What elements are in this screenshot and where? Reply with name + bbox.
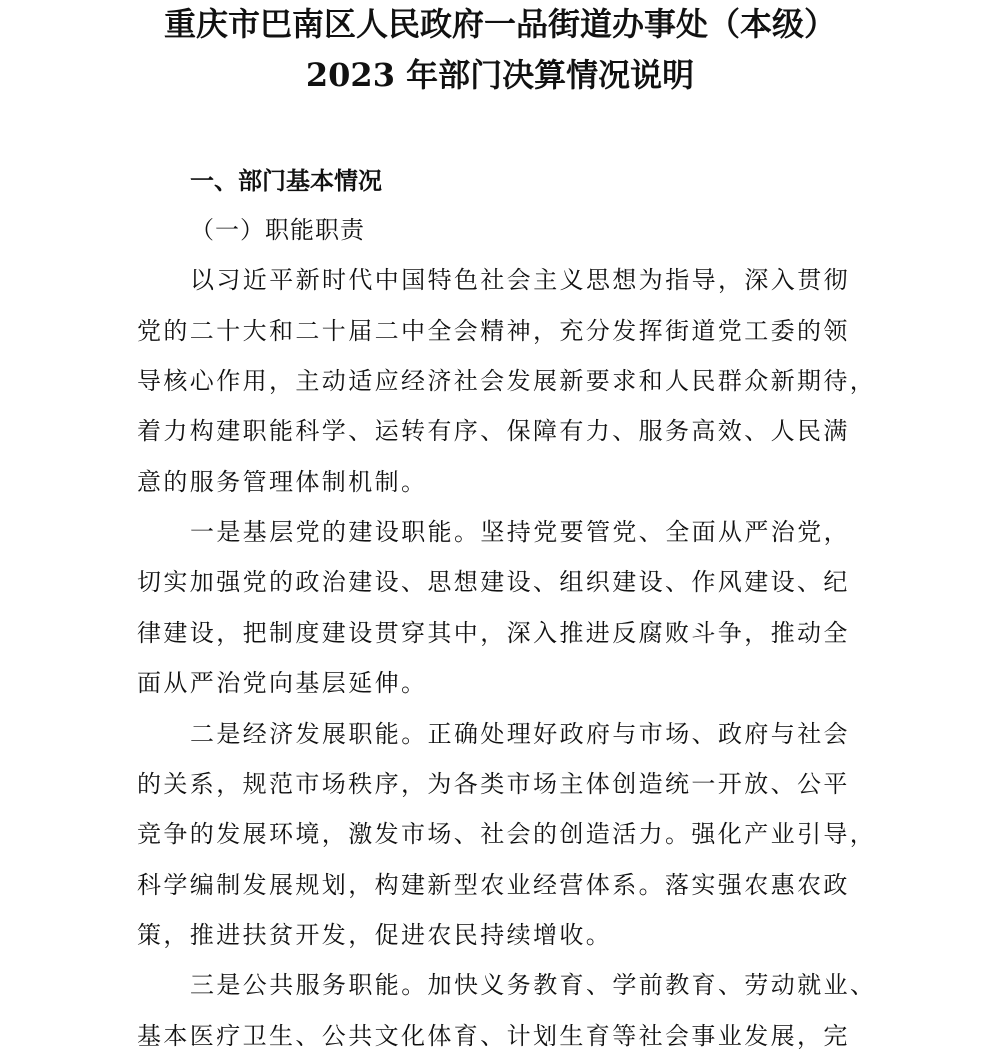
body-line-6: 一是基层党的建设职能。坚持党要管党、全面从严治党，: [190, 518, 850, 546]
body-line-16: 基本医疗卫生、公共文化体育、计划生育等社会事业发展，完: [137, 1022, 850, 1050]
body-line-7: 切实加强党的政治建设、思想建设、组织建设、作风建设、纪: [137, 568, 850, 596]
body-line-12: 竞争的发展环境，激发市场、社会的创造活力。强化产业引导，: [137, 820, 877, 848]
subsection-heading-functions: （一）职能职责: [190, 216, 365, 244]
document-title-line-1: 重庆市巴南区人民政府一品街道办事处（本级）: [163, 5, 836, 43]
body-line-8: 律建设，把制度建设贯穿其中，深入推进反腐败斗争，推动全: [137, 619, 850, 647]
body-line-9: 面从严治党向基层延伸。: [137, 669, 428, 697]
body-line-13: 科学编制发展规划，构建新型农业经营体系。落实强农惠农政: [137, 871, 850, 899]
body-line-10: 二是经济发展职能。正确处理好政府与市场、政府与社会: [190, 720, 850, 748]
body-line-4: 着力构建职能科学、运转有序、保障有力、服务高效、人民满: [137, 417, 850, 445]
body-line-5: 意的服务管理体制机制。: [137, 468, 428, 496]
body-line-1: 以习近平新时代中国特色社会主义思想为指导，深入贯彻: [190, 266, 850, 294]
body-line-11: 的关系，规范市场秩序，为各类市场主体创造统一开放、公平: [137, 770, 850, 798]
section-heading-basic-info: 一、部门基本情况: [190, 166, 382, 195]
body-line-3: 导核心作用，主动适应经济社会发展新要求和人民群众新期待，: [137, 367, 877, 395]
document-title-line-2: 2023 年部门决算情况说明: [305, 56, 695, 94]
body-line-2: 党的二十大和二十届二中全会精神，充分发挥街道党工委的领: [137, 317, 850, 345]
body-line-14: 策，推进扶贫开发，促进农民持续增收。: [137, 921, 613, 949]
body-line-15: 三是公共服务职能。加快义务教育、学前教育、劳动就业、: [190, 971, 877, 999]
